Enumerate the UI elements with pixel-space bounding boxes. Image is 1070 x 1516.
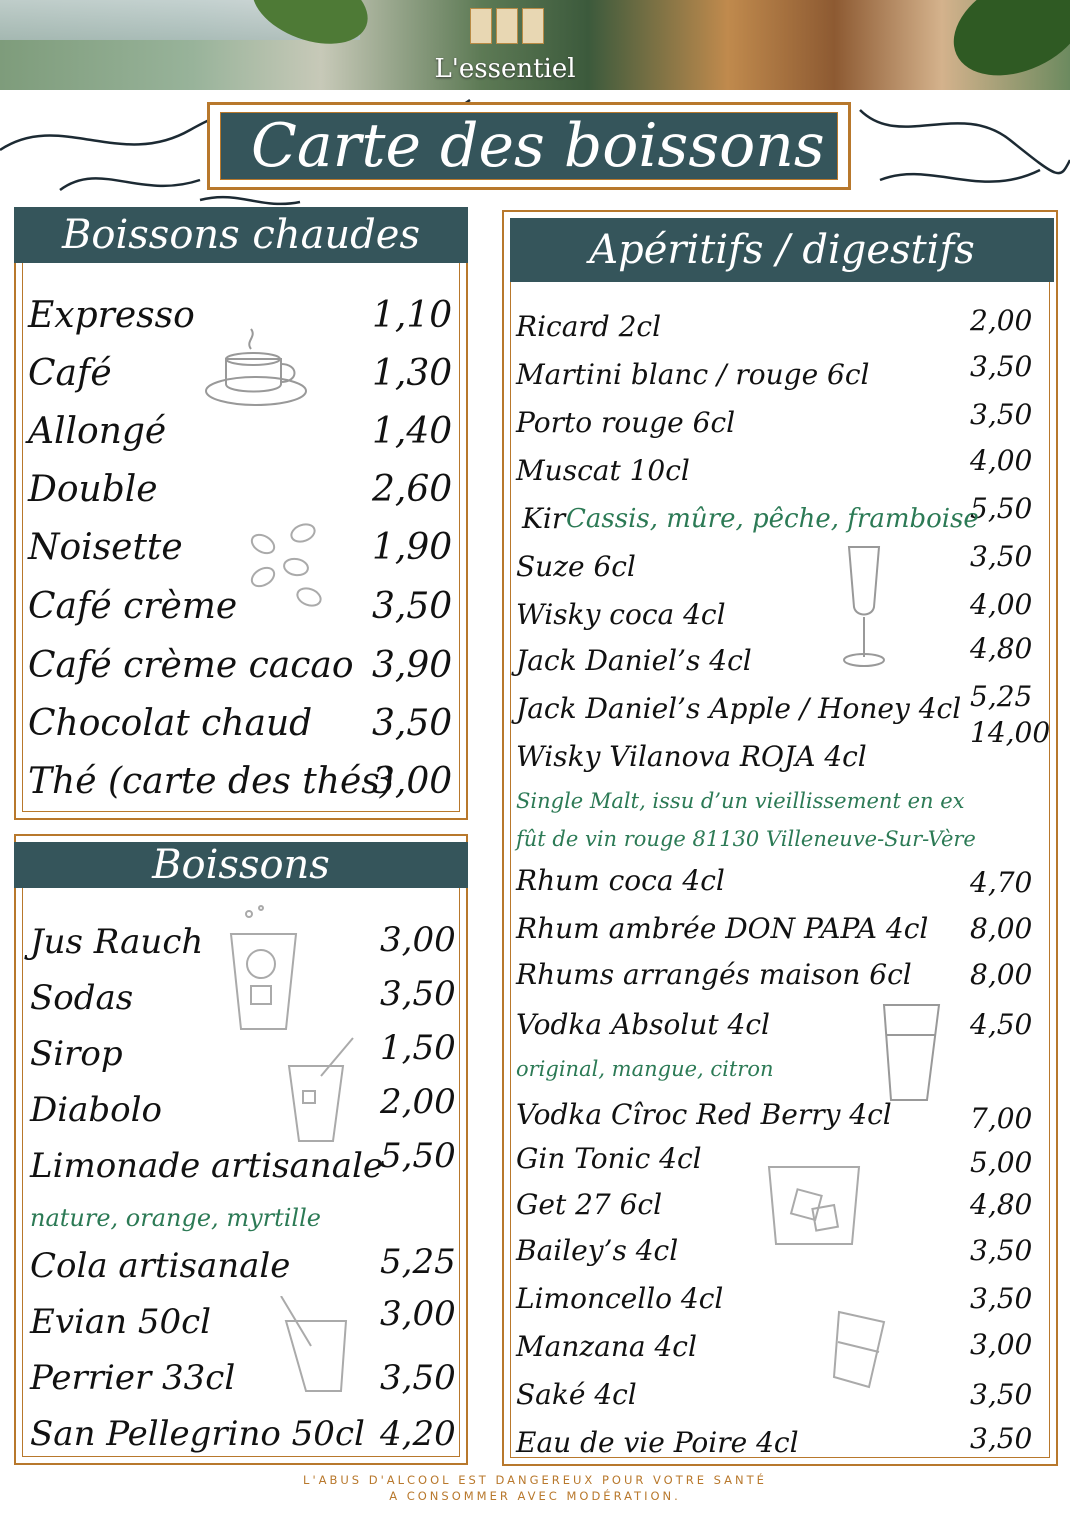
menu-item-name: Café crème cacao	[28, 645, 354, 686]
menu-row	[504, 1422, 1056, 1478]
menu-item-price: 7,00	[970, 1102, 1033, 1135]
menu-item-name: Perrier 33cl	[30, 1358, 236, 1398]
menu-item-price: 4,50	[970, 1008, 1033, 1041]
hot-drinks-heading	[14, 207, 468, 263]
warning-line1: L'ABUS D'ALCOOL EST DANGEREUX POUR VOTRE SANTÉ	[303, 1473, 767, 1487]
warning-line2: A CONSOMMER AVEC MODÉRATION.	[389, 1489, 681, 1503]
menu-item-name: Thé (carte des thés)	[28, 761, 394, 802]
soda-glass-icon	[271, 1296, 361, 1396]
menu-row	[16, 645, 466, 697]
menu-item-name: Manzana 4cl	[516, 1330, 697, 1363]
menu-item-price: 4,70	[970, 866, 1033, 899]
menu-item-name: Chocolat chaud	[28, 703, 313, 744]
menu-item-name: Bailey’s 4cl	[516, 1234, 679, 1267]
menu-item-price: 4,80	[970, 1188, 1033, 1221]
menu-item-name: Martini blanc / rouge 6cl	[516, 358, 870, 391]
shot-glass-icon	[869, 1000, 949, 1110]
whisky-glass-icon	[764, 1152, 864, 1252]
limonade-flavors-note: nature, orange, myrtille	[30, 1204, 321, 1232]
title-banner	[220, 112, 838, 180]
menu-item-name: Double	[28, 469, 158, 510]
title-frame	[207, 102, 851, 190]
menu-item-name: Wisky Vilanova ROJA 4cl	[516, 740, 867, 773]
menu-row	[504, 958, 1056, 1010]
menu-item-name: Jack Daniel’s Apple / Honey 4cl	[516, 692, 962, 725]
menu-item-price: 3,50	[970, 1234, 1033, 1267]
menu-item-name: Café	[28, 353, 112, 394]
menu-item-price: 1,90	[372, 527, 453, 568]
menu-item-price: 1,10	[372, 295, 453, 336]
menu-row	[16, 1028, 466, 1086]
menu-item-price: 3,50	[970, 1422, 1033, 1455]
menu-item-price: 14,00	[970, 716, 1051, 749]
menu-item-name: Limonade artisanale	[30, 1146, 383, 1186]
menu-item-price: 2,00	[380, 1082, 456, 1122]
menu-row	[504, 1282, 1056, 1334]
small-shot-icon	[824, 1302, 894, 1392]
menu-item-price: 3,00	[970, 1328, 1033, 1361]
menu-row	[16, 469, 466, 521]
menu-item-price: 3,90	[372, 645, 453, 686]
menu-item-name: Jack Daniel’s 4cl	[516, 644, 752, 677]
menu-row	[504, 716, 1056, 792]
hot-drinks-heading-text: Boissons chaudes	[62, 212, 420, 258]
coffee-beans-icon	[241, 519, 331, 609]
drinks-panel	[14, 834, 468, 1465]
aperitifs-panel	[502, 210, 1058, 1466]
menu-item-name: Gin Tonic 4cl	[516, 1142, 702, 1175]
menu-item-name: Evian 50cl	[30, 1302, 212, 1342]
drinks-heading-text: Boissons	[152, 842, 330, 888]
coffee-cup-icon	[201, 319, 311, 419]
menu-item-name: Noisette	[28, 527, 183, 568]
menu-item-name: Rhum coca 4cl	[516, 864, 725, 897]
menu-item-price: 3,00	[372, 761, 453, 802]
menu-item-price: 3,50	[970, 1282, 1033, 1315]
hot-drinks-panel	[14, 207, 468, 820]
menu-row	[16, 1294, 466, 1354]
menu-item-name: Cola artisanale	[30, 1246, 291, 1286]
menu-item-price: 2,60	[372, 469, 453, 510]
menu-item-name: Expresso	[28, 295, 195, 336]
vodka-flavors-note: original, mangue, citron	[516, 1057, 774, 1081]
menu-item-price: 4,00	[970, 588, 1033, 621]
drinks-heading	[14, 842, 468, 888]
menu-row	[16, 1136, 466, 1198]
roja-note-line2: fût de vin rouge 81130 Villeneuve-Sur-Vère	[516, 827, 976, 851]
aperitifs-heading-text: Apéritifs / digestifs	[589, 227, 975, 273]
menu-item-price: 2,00	[970, 304, 1033, 337]
menu-item-price: 5,25	[970, 680, 1033, 713]
menu-item-price: 1,40	[372, 411, 453, 452]
menu-item-name: Jus Rauch	[30, 922, 204, 962]
menu-row	[504, 1330, 1056, 1382]
menu-item-price: 5,25	[380, 1242, 456, 1282]
menu-item-name: San Pellegrino 50cl	[30, 1414, 365, 1454]
kir-flavors-note: Cassis, mûre, pêche, framboise	[566, 504, 979, 534]
menu-item-name: Wisky coca 4cl	[516, 598, 726, 631]
straw-glass-icon	[281, 1036, 361, 1146]
menu-item-name: Rhum ambrée DON PAPA 4cl	[516, 912, 929, 945]
menu-item-price: 3,50	[372, 586, 453, 627]
menu-item-name: Limoncello 4cl	[516, 1282, 724, 1315]
menu-item-price: 5,50	[970, 492, 1033, 525]
menu-item-price: 3,50	[380, 974, 456, 1014]
menu-item-price: 3,50	[970, 1378, 1033, 1411]
menu-item-price: 1,50	[380, 1028, 456, 1068]
menu-item-name: Vodka Absolut 4cl	[516, 1008, 770, 1041]
menu-item-name: Café crème	[28, 586, 238, 627]
menu-row	[16, 1242, 466, 1298]
menu-item-name: Sirop	[30, 1034, 123, 1074]
menu-item-name: Muscat 10cl	[516, 454, 690, 487]
restaurant-logo	[470, 8, 544, 44]
menu-item-price: 4,00	[970, 444, 1033, 477]
aperitifs-heading	[510, 218, 1054, 282]
menu-item-price: 8,00	[970, 958, 1033, 991]
menu-item-name: Eau de vie Poire 4cl	[516, 1426, 799, 1459]
menu-item-price: 1,30	[372, 353, 453, 394]
roja-note-line1: Single Malt, issu d’un vieillissement en ex	[516, 789, 965, 813]
menu-item-name: Vodka Cîroc Red Berry 4cl	[516, 1098, 892, 1131]
menu-row	[16, 703, 466, 755]
menu-item-price: 3,00	[380, 1294, 456, 1334]
menu-item-name: Get 27 6cl	[516, 1188, 663, 1221]
menu-row	[504, 1008, 1056, 1060]
menu-row	[504, 864, 1056, 916]
menu-item-price: 3,00	[380, 920, 456, 960]
header-photo	[0, 0, 1070, 90]
menu-item-price: 3,50	[372, 703, 453, 744]
menu-row	[16, 1082, 466, 1142]
menu-item-name: Porto rouge 6cl	[516, 406, 736, 439]
menu-item-name: Saké 4cl	[516, 1378, 637, 1411]
menu-item-price: 3,50	[970, 398, 1033, 431]
brand-name: L'essentiel	[434, 54, 576, 84]
menu-item-price: 5,50	[380, 1136, 456, 1176]
menu-item-name: Suze 6cl	[516, 550, 636, 583]
menu-item-name: Ricard 2cl	[516, 310, 662, 343]
menu-item-name: Kir	[522, 502, 566, 535]
juice-glass-icon	[221, 904, 311, 1034]
menu-item-name: Sodas	[30, 978, 134, 1018]
menu-item-price: 3,50	[380, 1358, 456, 1398]
menu-item-name: Allongé	[28, 411, 167, 452]
menu-item-price: 8,00	[970, 912, 1033, 945]
menu-item-name: Rhums arrangés maison 6cl	[516, 958, 912, 991]
page-title: Carte des boissons	[251, 111, 825, 181]
menu-row	[16, 1358, 466, 1410]
menu-row	[16, 1414, 466, 1466]
menu-item-price: 4,20	[380, 1414, 456, 1454]
menu-item-price: 3,50	[970, 350, 1033, 383]
menu-item-price: 4,80	[970, 632, 1033, 665]
alcohol-warning	[0, 1472, 1070, 1504]
menu-item-price: 3,50	[970, 540, 1033, 573]
menu-row	[504, 912, 1056, 964]
menu-row	[16, 761, 466, 813]
champagne-flute-icon	[834, 542, 894, 672]
menu-item-price: 5,00	[970, 1146, 1033, 1179]
menu-item-name: Diabolo	[30, 1090, 162, 1130]
